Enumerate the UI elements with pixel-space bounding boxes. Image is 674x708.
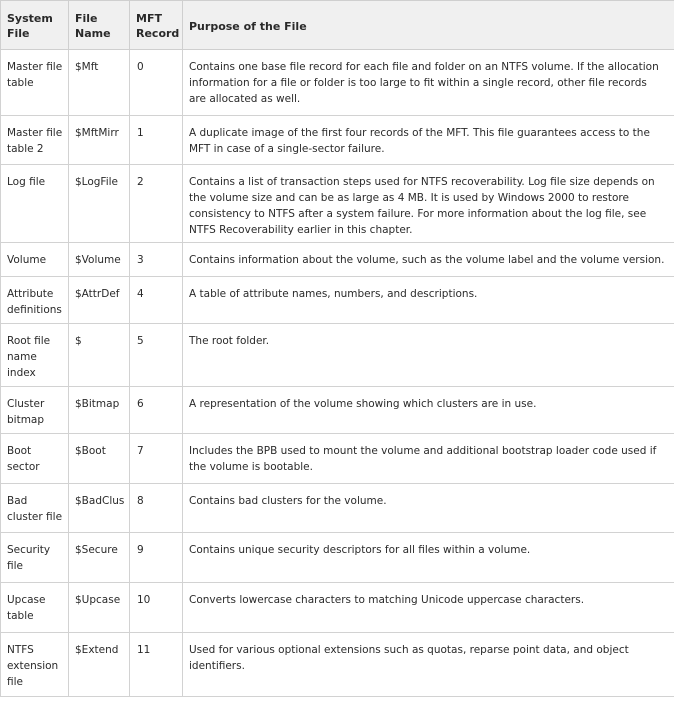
cell-purpose: Contains information about the volume, such as the volume label and the volume version. bbox=[183, 243, 674, 277]
cell-mft-record: 3 bbox=[130, 243, 183, 277]
cell-file-name: $ bbox=[69, 324, 130, 387]
table-row bbox=[1, 533, 674, 583]
table-header-row bbox=[1, 1, 674, 50]
cell-file-name: $MftMirr bbox=[69, 116, 130, 165]
header-system-file: System File bbox=[1, 1, 69, 50]
cell-file-name: $AttrDef bbox=[69, 277, 130, 324]
header-mft-record: MFT Record bbox=[130, 1, 183, 50]
cell-purpose: Contains bad clusters for the volume. bbox=[183, 484, 674, 533]
table-row bbox=[1, 387, 674, 434]
cell-system-file: Boot sector bbox=[1, 434, 69, 484]
header-file-name: File Name bbox=[69, 1, 130, 50]
cell-system-file: Root file name index bbox=[1, 324, 69, 387]
cell-mft-record: 11 bbox=[130, 633, 183, 697]
header-purpose: Purpose of the File bbox=[183, 1, 674, 50]
cell-mft-record: 9 bbox=[130, 533, 183, 583]
cell-mft-record: 7 bbox=[130, 434, 183, 484]
cell-file-name: $Boot bbox=[69, 434, 130, 484]
cell-purpose: Contains unique security descriptors for all files within a volume. bbox=[183, 533, 674, 583]
table-row bbox=[1, 324, 674, 387]
cell-file-name: $BadClus bbox=[69, 484, 130, 533]
table-row bbox=[1, 50, 674, 116]
cell-mft-record: 1 bbox=[130, 116, 183, 165]
table-row bbox=[1, 165, 674, 243]
cell-system-file: Attribute definitions bbox=[1, 277, 69, 324]
cell-file-name: $Upcase bbox=[69, 583, 130, 633]
cell-system-file: NTFS extension file bbox=[1, 633, 69, 697]
cell-purpose: A representation of the volume showing which clusters are in use. bbox=[183, 387, 674, 434]
cell-purpose: Includes the BPB used to mount the volume and additional bootstrap loader code used if the volume is bootable. bbox=[183, 434, 674, 484]
cell-mft-record: 4 bbox=[130, 277, 183, 324]
cell-system-file: Security file bbox=[1, 533, 69, 583]
cell-mft-record: 10 bbox=[130, 583, 183, 633]
cell-system-file: Cluster bitmap bbox=[1, 387, 69, 434]
cell-system-file: Log file bbox=[1, 165, 69, 243]
cell-system-file: Bad cluster file bbox=[1, 484, 69, 533]
cell-purpose: Contains one base file record for each file and folder on an NTFS volume. If the allocation information for a file or folder is too large to fit within a single record, other file records are allocated as well. bbox=[183, 50, 674, 116]
cell-mft-record: 8 bbox=[130, 484, 183, 533]
table-body bbox=[1, 50, 674, 697]
cell-file-name: $LogFile bbox=[69, 165, 130, 243]
table-row bbox=[1, 583, 674, 633]
cell-purpose: Used for various optional extensions such as quotas, reparse point data, and object identifiers. bbox=[183, 633, 674, 697]
cell-mft-record: 6 bbox=[130, 387, 183, 434]
cell-file-name: $Mft bbox=[69, 50, 130, 116]
table-row bbox=[1, 243, 674, 277]
table-row bbox=[1, 633, 674, 697]
cell-file-name: $Volume bbox=[69, 243, 130, 277]
table-row bbox=[1, 484, 674, 533]
cell-purpose: A table of attribute names, numbers, and descriptions. bbox=[183, 277, 674, 324]
cell-system-file: Master file table 2 bbox=[1, 116, 69, 165]
table-row bbox=[1, 116, 674, 165]
cell-system-file: Master file table bbox=[1, 50, 69, 116]
cell-file-name: $Bitmap bbox=[69, 387, 130, 434]
cell-purpose: Converts lowercase characters to matching Unicode uppercase characters. bbox=[183, 583, 674, 633]
cell-mft-record: 0 bbox=[130, 50, 183, 116]
cell-purpose: The root folder. bbox=[183, 324, 674, 387]
cell-purpose: A duplicate image of the first four records of the MFT. This file guarantees access to the MFT in case of a single-sector failure. bbox=[183, 116, 674, 165]
cell-system-file: Upcase table bbox=[1, 583, 69, 633]
cell-purpose: Contains a list of transaction steps used for NTFS recoverability. Log file size depends on the volume size and can be as large as 4 MB. It is used by Windows 2000 to restore consistency to NTFS after a system failure. For more information about the log file, see NTFS Recoverability earlier in this chapter. bbox=[183, 165, 674, 243]
cell-mft-record: 5 bbox=[130, 324, 183, 387]
table-row bbox=[1, 434, 674, 484]
cell-file-name: $Extend bbox=[69, 633, 130, 697]
cell-mft-record: 2 bbox=[130, 165, 183, 243]
table-row bbox=[1, 277, 674, 324]
cell-file-name: $Secure bbox=[69, 533, 130, 583]
cell-system-file: Volume bbox=[1, 243, 69, 277]
